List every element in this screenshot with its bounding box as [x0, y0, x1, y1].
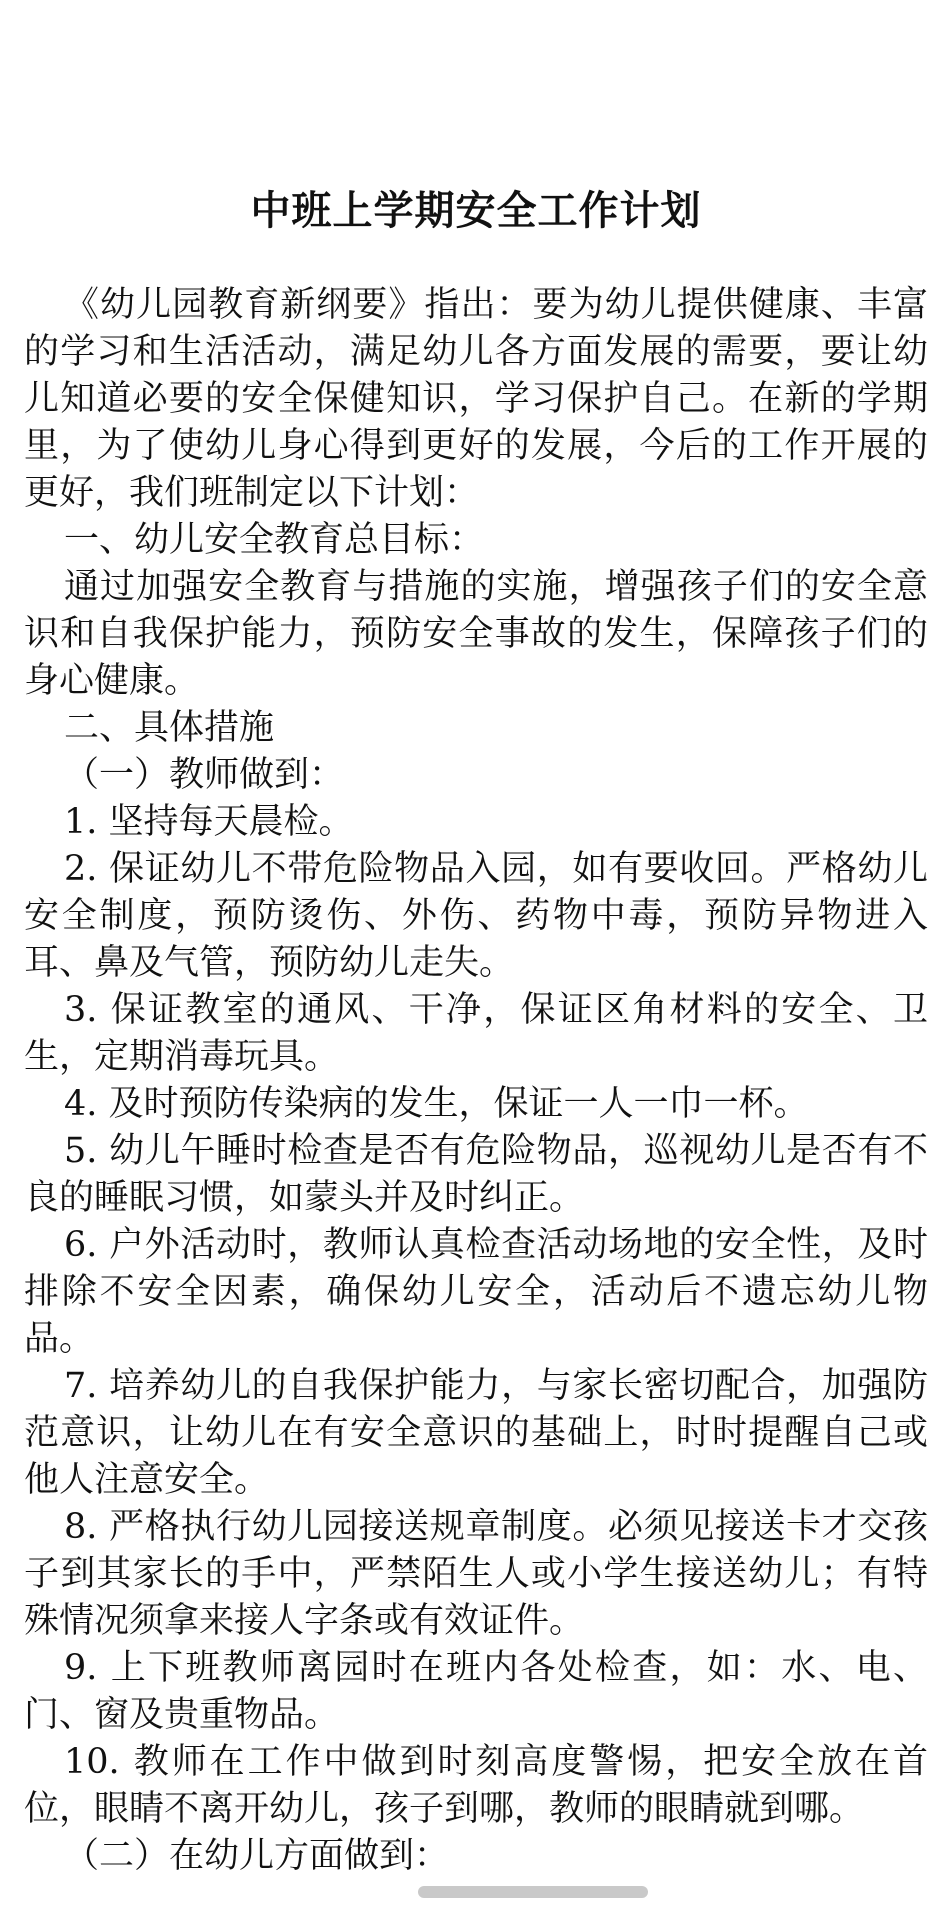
subsection-heading-teacher: （一）教师做到：	[64, 755, 345, 795]
subsection-heading-children: （二）在幼儿方面做到：	[64, 1836, 450, 1876]
section-heading-goal: 一、幼儿安全教育总目标：	[64, 520, 485, 560]
section-heading-measures: 二、具体措施	[64, 708, 275, 748]
teacher-item: 6. 户外活动时，教师认真检查活动场地的安全性，及时排除不安全因素，确保幼儿安全，活动后不遗忘幼儿物品。	[24, 1225, 928, 1359]
intro-paragraph: 《幼儿园教育新纲要》指出：要为幼儿提供健康、丰富的学习和生活活动，满足幼儿各方面发展的需要，要让幼儿知道必要的安全保健知识，学习保护自己。在新的学期里，为了使幼儿身心得到更好的发展，今后的工作开展的更好，我们班制定以下计划：	[24, 285, 928, 513]
teacher-item: 1. 坚持每天晨检。	[64, 802, 354, 842]
teacher-item: 4. 及时预防传染病的发生，保证一人一巾一杯。	[64, 1084, 809, 1124]
teacher-item: 10. 教师在工作中做到时刻高度警惕，把安全放在首位，眼睛不离开幼儿，孩子到哪，教师的眼睛就到哪。	[24, 1742, 928, 1829]
teacher-item: 2. 保证幼儿不带危险物品入园，如有要收回。严格幼儿安全制度，预防烫伤、外伤、药物中毒，预防异物进入耳、鼻及气管，预防幼儿走失。	[24, 849, 928, 983]
goal-paragraph: 通过加强安全教育与措施的实施，增强孩子们的安全意识和自我保护能力，预防安全事故的发生，保障孩子们的身心健康。	[24, 567, 928, 701]
home-indicator-bar[interactable]	[418, 1886, 648, 1898]
document-title: 中班上学期安全工作计划	[250, 188, 702, 234]
teacher-item: 5. 幼儿午睡时检查是否有危险物品，巡视幼儿是否有不良的睡眠习惯，如蒙头并及时纠正。	[24, 1131, 928, 1218]
teacher-item: 9. 上下班教师离园时在班内各处检查，如：水、电、门、窗及贵重物品。	[24, 1648, 928, 1735]
teacher-item: 3. 保证教室的通风、干净，保证区角材料的安全、卫生，定期消毒玩具。	[24, 990, 928, 1077]
document-body	[24, 282, 928, 1880]
teacher-item: 8. 严格执行幼儿园接送规章制度。必须见接送卡才交孩子到其家长的手中，严禁陌生人或小学生接送幼儿；有特殊情况须拿来接人字条或有效证件。	[24, 1507, 928, 1641]
teacher-item: 7. 培养幼儿的自我保护能力，与家长密切配合，加强防范意识，让幼儿在有安全意识的基础上，时时提醒自己或他人注意安全。	[24, 1366, 928, 1500]
